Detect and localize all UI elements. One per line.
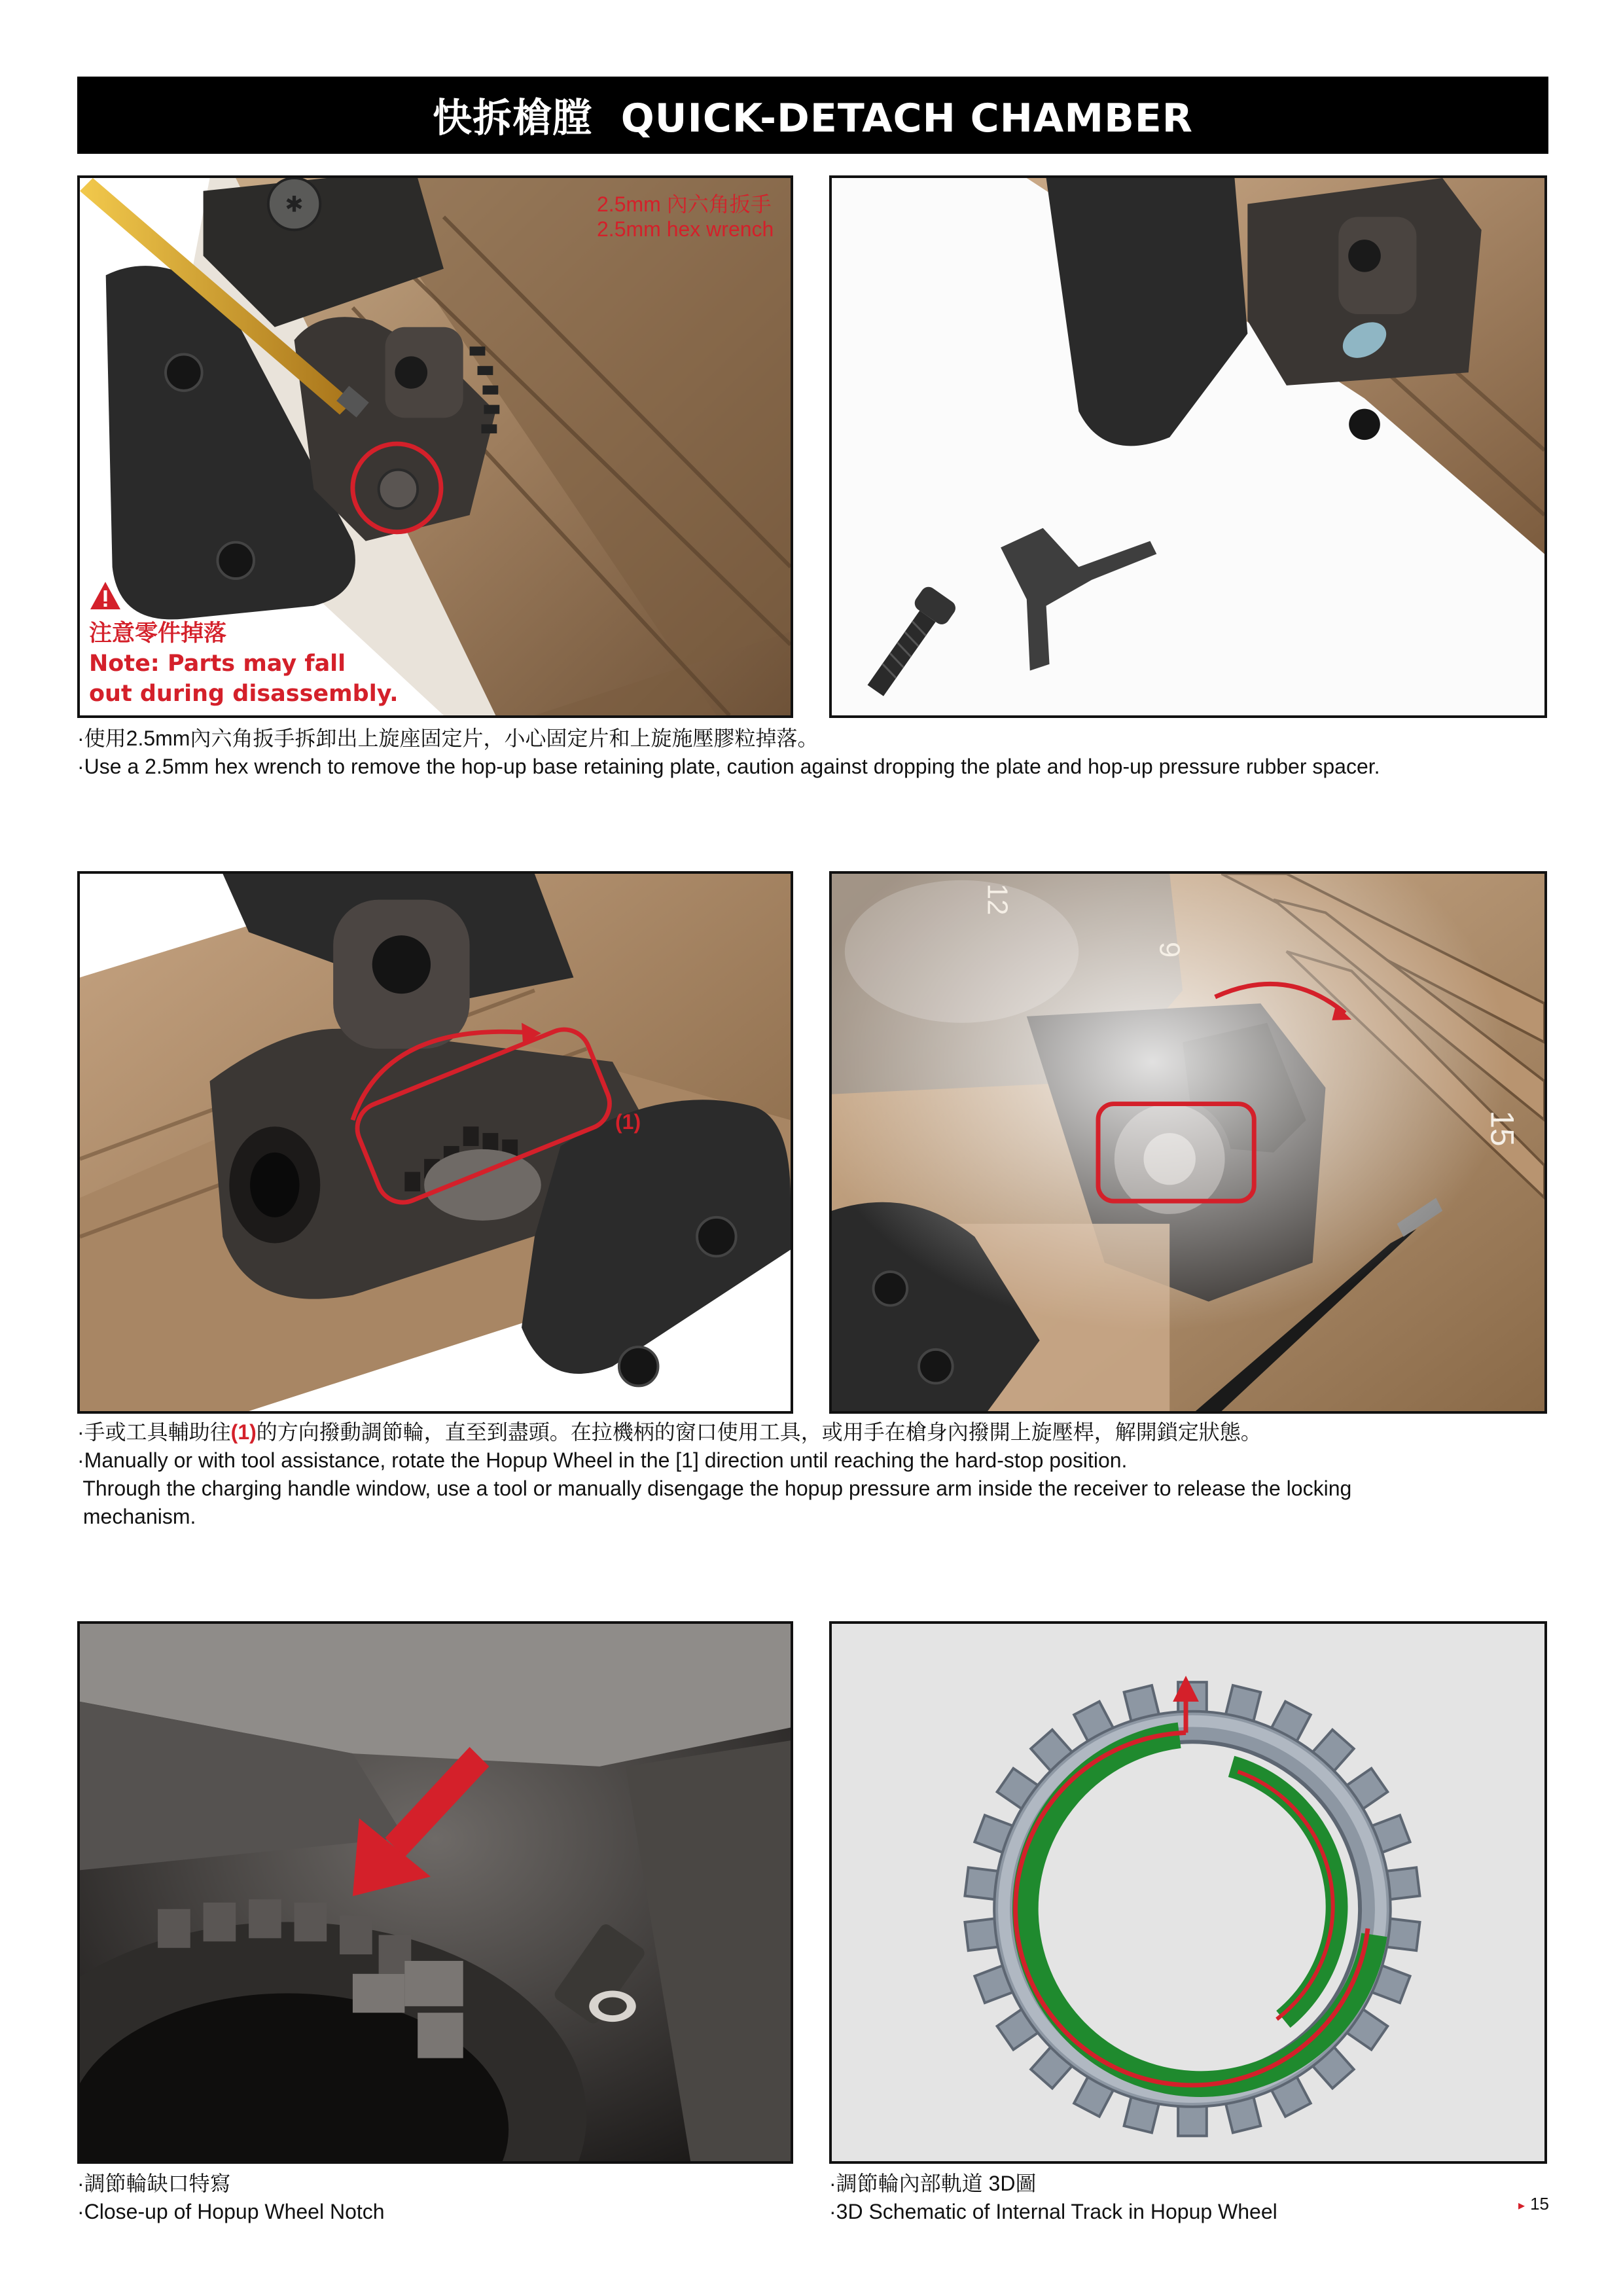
page-title: 快拆槍膛 QUICK-DETACH CHAMBER bbox=[433, 96, 1193, 141]
parts-fall-note: 注意零件掉落 Note: Parts may fall out during disassembly. bbox=[89, 620, 399, 707]
wrench-label: 2.5mm 內六角扳手 2.5mm hex wrench bbox=[597, 192, 774, 241]
direction-label: (1) bbox=[615, 1110, 641, 1134]
page-number: ▸ 15 bbox=[1518, 2194, 1549, 2214]
scale-mark-12: 12 bbox=[981, 883, 1013, 916]
photo-removed-plate-and-screw bbox=[829, 175, 1547, 718]
photo-charging-handle-window bbox=[829, 871, 1547, 1414]
caption-3d-schematic: ·調節輪內部軌道 3D圖 ·3D Schematic of Internal Track in Hopup Wheel bbox=[829, 2172, 1277, 2223]
photo-3d-track-schematic bbox=[829, 1621, 1547, 2164]
caption-step2: ·手或工具輔助往(1)的方向撥動調節輪，直至到盡頭。在拉機柄的窗口使用工具，或用手在槍身內撥開上旋壓桿，解開鎖定狀態。 ·Manually or with tool assistance, rotate the Hopup Wheel in the [1] direction until reaching the hard-stop position. Through the charging handle window, use a tool or manually disengage the hopup pressure arm inside the receiver to release the locking mechanism. bbox=[77, 1420, 1352, 1528]
scale-mark-9: 9 bbox=[1153, 941, 1185, 958]
page-header bbox=[77, 77, 1548, 154]
photo-wheel-notch-closeup bbox=[77, 1621, 793, 2164]
svg-text:✱: ✱ bbox=[285, 191, 304, 217]
caption-step1: ·使用2.5mm內六角扳手拆卸出上旋座固定片，小心固定片和上旋施壓膠粒掉落。 ·Use a 2.5mm hex wrench to remove the hop-up base retaining plate, caution against dropping the plate and hop-up pressure rubber spacer. bbox=[77, 726, 1380, 778]
caption-notch-closeup: ·調節輪缺口特寫 ·Close-up of Hopup Wheel Notch bbox=[77, 2172, 385, 2223]
chevron-right-icon: ▸ bbox=[1518, 2198, 1525, 2213]
warning-triangle-icon bbox=[89, 581, 122, 611]
photo-rotate-wheel-direction bbox=[77, 871, 793, 1414]
scale-mark-15: 15 bbox=[1484, 1110, 1521, 1147]
